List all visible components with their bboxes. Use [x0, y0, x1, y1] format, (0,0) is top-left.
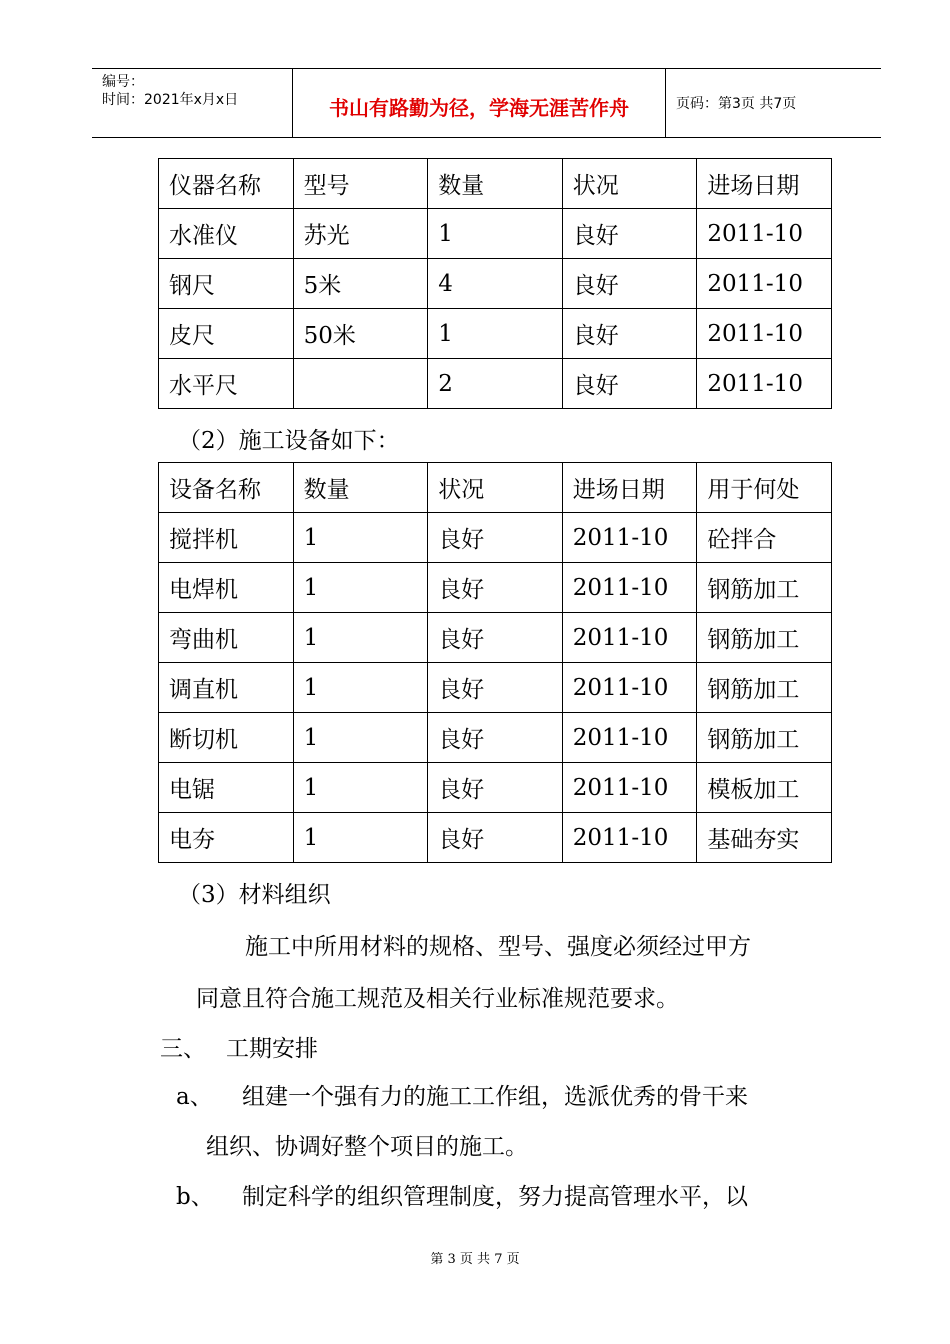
table-cell: 搅拌机 — [159, 513, 294, 563]
table-row — [159, 663, 832, 713]
table-cell: 良好 — [428, 663, 563, 713]
header-cell: 进场日期 — [562, 463, 697, 513]
table-cell: 皮尺 — [159, 309, 294, 359]
time-label: 时间：2021年x月x日 — [102, 92, 239, 108]
table-cell: 1 — [293, 663, 428, 713]
table-cell: 1 — [293, 713, 428, 763]
table-cell: 模板加工 — [697, 763, 832, 813]
table-cell: 良好 — [562, 359, 697, 409]
table-cell: 良好 — [562, 259, 697, 309]
header-cell: 数量 — [428, 159, 563, 209]
table-cell: 良好 — [428, 613, 563, 663]
table-cell: 良好 — [428, 713, 563, 763]
table-cell: 2011-10 — [562, 513, 697, 563]
table-cell: 2011-10 — [562, 813, 697, 863]
table-cell: 1 — [293, 613, 428, 663]
table-row — [159, 713, 832, 763]
table-cell: 2011-10 — [697, 309, 832, 359]
table-cell: 2011-10 — [697, 209, 832, 259]
materials-text-line1: 施工中所用材料的规格、型号、强度必须经过甲方 — [245, 934, 751, 960]
table-cell: 2011-10 — [562, 563, 697, 613]
table-row — [159, 309, 832, 359]
table-cell: 1 — [428, 309, 563, 359]
table-cell: 5米 — [293, 259, 428, 309]
page-header — [92, 68, 881, 138]
item-a-line1: 组建一个强有力的施工工作组，选派优秀的骨干来 — [242, 1084, 748, 1110]
table-cell: 钢筋加工 — [697, 713, 832, 763]
table-cell: 水准仪 — [159, 209, 294, 259]
table-cell: 电夯 — [159, 813, 294, 863]
item-b-marker: b、 — [176, 1184, 214, 1210]
table-cell: 良好 — [428, 763, 563, 813]
table-cell: 2011-10 — [697, 359, 832, 409]
header-cell: 数量 — [293, 463, 428, 513]
number-label: 编号： — [102, 74, 144, 90]
section-title: 工期安排 — [226, 1036, 318, 1062]
table-cell: 良好 — [428, 813, 563, 863]
table-cell: 钢筋加工 — [697, 663, 832, 713]
header-cell: 设备名称 — [159, 463, 294, 513]
materials-text-line2: 同意且符合施工规范及相关行业标准规范要求。 — [196, 986, 679, 1012]
motto: 书山有路勤为径，学海无涯苦作舟 — [329, 96, 629, 120]
page-footer: 第 3 页 共 7 页 — [430, 1252, 520, 1267]
table-cell: 2011-10 — [562, 763, 697, 813]
header-cell: 状况 — [428, 463, 563, 513]
table-row — [159, 359, 832, 409]
table-row — [159, 209, 832, 259]
table-row — [159, 763, 832, 813]
table-cell: 1 — [293, 763, 428, 813]
table-cell: 调直机 — [159, 663, 294, 713]
table-cell: 50米 — [293, 309, 428, 359]
table-cell: 砼拌合 — [697, 513, 832, 563]
instruments-table — [158, 158, 832, 409]
header-cell: 状况 — [562, 159, 697, 209]
item-b-line1: 制定科学的组织管理制度，努力提高管理水平，以 — [242, 1184, 748, 1210]
page-label: 页码：第3页 共7页 — [676, 96, 797, 112]
table-cell: 基础夯实 — [697, 813, 832, 863]
table-cell: 弯曲机 — [159, 613, 294, 663]
table-cell: 良好 — [428, 513, 563, 563]
table-cell: 2011-10 — [562, 663, 697, 713]
table-cell: 1 — [293, 513, 428, 563]
table-cell: 钢筋加工 — [697, 563, 832, 613]
table-cell: 良好 — [562, 209, 697, 259]
table-row — [159, 613, 832, 663]
table-cell: 钢筋加工 — [697, 613, 832, 663]
table-row — [159, 513, 832, 563]
table-cell: 钢尺 — [159, 259, 294, 309]
table-cell: 电锯 — [159, 763, 294, 813]
table-header-row — [159, 463, 832, 513]
table-cell: 2011-10 — [697, 259, 832, 309]
table-cell: 水平尺 — [159, 359, 294, 409]
table-cell: 2 — [428, 359, 563, 409]
table-row — [159, 563, 832, 613]
table-row — [159, 813, 832, 863]
table-cell: 1 — [293, 563, 428, 613]
table-cell: 断切机 — [159, 713, 294, 763]
table-cell: 良好 — [562, 309, 697, 359]
table-cell: 1 — [293, 813, 428, 863]
table-cell: 2011-10 — [562, 613, 697, 663]
equipment-heading: （2）施工设备如下： — [178, 428, 400, 454]
table-row — [159, 259, 832, 309]
header-cell: 仪器名称 — [159, 159, 294, 209]
item-a-line2: 组织、协调好整个项目的施工。 — [206, 1134, 528, 1160]
table-cell: 4 — [428, 259, 563, 309]
table-header-row — [159, 159, 832, 209]
section-number: 三、 — [160, 1036, 206, 1062]
equipment-table — [158, 462, 832, 863]
table-cell: 2011-10 — [562, 713, 697, 763]
header-cell: 用于何处 — [697, 463, 832, 513]
header-page-cell — [666, 69, 881, 137]
item-a-marker: a、 — [176, 1084, 213, 1110]
header-cell: 型号 — [293, 159, 428, 209]
header-meta-cell — [92, 69, 293, 137]
table-cell: 苏光 — [293, 209, 428, 259]
table-cell: 良好 — [428, 563, 563, 613]
header-motto-cell — [293, 69, 666, 137]
table-cell: 1 — [428, 209, 563, 259]
header-cell: 进场日期 — [697, 159, 832, 209]
table-cell — [293, 359, 428, 409]
table-cell: 电焊机 — [159, 563, 294, 613]
materials-heading: （3）材料组织 — [178, 882, 331, 908]
